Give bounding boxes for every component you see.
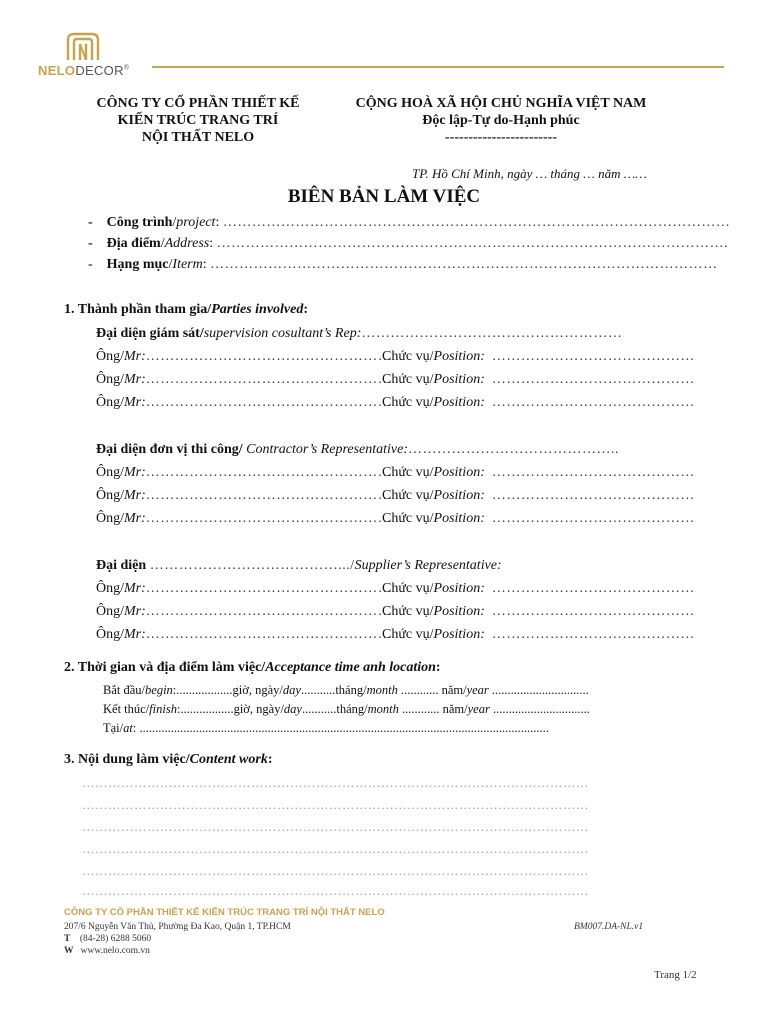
person-row: Ông/Mr:…………………………………………… xyxy=(96,395,393,410)
person-row: Ông/Mr:…………………………………………… xyxy=(96,511,393,526)
content-line: ……………………………………………………………………………………………………… xyxy=(82,842,589,856)
section-1-heading: 1. Thành phần tham gia/Parties involved: xyxy=(64,302,309,317)
content-line: ……………………………………………………………………………………………………… xyxy=(82,798,589,812)
footer-phone: T (84-28) 6288 5060 xyxy=(64,934,152,944)
position-row: Chức vụ/Position: …………………………………… xyxy=(382,511,695,526)
nation-line: Độc lập-Tự do-Hạnh phúc xyxy=(422,113,580,128)
group-supervision-label: Đại diện giám sát/supervision cosultant’s Rep:……………………………………………… xyxy=(96,326,623,341)
person-row: Ông/Mr:…………………………………………… xyxy=(96,488,393,503)
position-row: Chức vụ/Position: …………………………………… xyxy=(382,465,695,480)
footer-website: W www.nelo.com.vn xyxy=(64,946,150,956)
begin-row: Bắt đầu/begin:..................giờ, ngày/day...........tháng/month ............ năm/year ............................... xyxy=(103,683,589,697)
position-row: Chức vụ/Position: …………………………………… xyxy=(382,488,695,503)
person-row: Ông/Mr:…………………………………………… xyxy=(96,627,393,642)
dateline: TP. Hồ Chí Minh, ngày … tháng … năm …… xyxy=(412,166,647,181)
person-row: Ông/Mr:…………………………………………… xyxy=(96,604,393,619)
form-code: BM007.DA-NL.v1 xyxy=(574,922,644,932)
position-row: Chức vụ/Position: …………………………………… xyxy=(382,627,695,642)
section-2-heading: 2. Thời gian và địa điểm làm việc/Acceptance time anh location: xyxy=(64,660,441,675)
position-row: Chức vụ/Position: …………………………………… xyxy=(382,604,695,619)
document-title: BIÊN BẢN LÀM VIỆC xyxy=(287,186,481,207)
section-3-heading: 3. Nội dung làm việc/Content work: xyxy=(64,752,273,767)
content-line: ……………………………………………………………………………………………………… xyxy=(82,776,589,790)
position-row: Chức vụ/Position: …………………………………… xyxy=(382,349,695,364)
footer-address: 207/6 Nguyễn Văn Thủ, Phường Đa Kao, Quận 1, TP.HCM xyxy=(64,922,291,932)
page-number: Trang 1/2 xyxy=(654,969,697,981)
info-address: - Địa điểm/Address: ……………………………………………………………………………………………. xyxy=(88,236,729,251)
at-row: Tại/at: ................................................................................................................................... xyxy=(103,721,549,735)
info-item: - Hạng mục/Iterm: …………………………………………………………………………………………… xyxy=(88,257,718,272)
position-row: Chức vụ/Position: …………………………………… xyxy=(382,581,695,596)
position-row: Chức vụ/Position: …………………………………… xyxy=(382,395,695,410)
company-line: KIẾN TRÚC TRANG TRÍ xyxy=(117,113,279,128)
nation-line: ------------------------ xyxy=(445,130,557,145)
person-row: Ông/Mr:…………………………………………… xyxy=(96,372,393,387)
brand-name: NELODECOR® xyxy=(38,63,130,78)
content-line: ……………………………………………………………………………………………………… xyxy=(82,864,589,878)
person-row: Ông/Mr:…………………………………………… xyxy=(96,349,393,364)
group-contractor-label: Đại diện đơn vị thi công/ Contractor’s Representative:…………………………………….. xyxy=(96,442,620,457)
info-project: - Công trình/project: …………………………………………………………………………………………… xyxy=(88,215,731,230)
footer-company: CÔNG TY CỔ PHẦN THIẾT KẾ KIẾN TRÚC TRANG TRÍ NỘI THẤT NELO xyxy=(64,907,385,918)
finish-row: Kết thúc/finish:.................giờ, ngày/day...........tháng/month ............ năm/year ............................... xyxy=(103,702,590,716)
company-block xyxy=(66,95,330,146)
position-row: Chức vụ/Position: …………………………………… xyxy=(382,372,695,387)
company-line: CÔNG TY CỔ PHẦN THIẾT KẾ xyxy=(96,96,300,111)
content-line: ……………………………………………………………………………………………………… xyxy=(82,884,589,898)
brand-logo-mark xyxy=(66,32,100,65)
header-rule xyxy=(152,66,724,68)
person-row: Ông/Mr:…………………………………………… xyxy=(96,465,393,480)
content-line: ……………………………………………………………………………………………………… xyxy=(82,820,589,834)
company-line: NỘI THẤT NELO xyxy=(141,130,255,145)
group-supplier-label: Đại diện ………………………………….../Supplier’s Representative: xyxy=(96,558,502,573)
person-row: Ông/Mr:…………………………………………… xyxy=(96,581,393,596)
nation-line: CỘNG HOÀ XÃ HỘI CHỦ NGHĨA VIỆT NAM xyxy=(355,96,647,111)
national-motto-block xyxy=(326,95,676,146)
